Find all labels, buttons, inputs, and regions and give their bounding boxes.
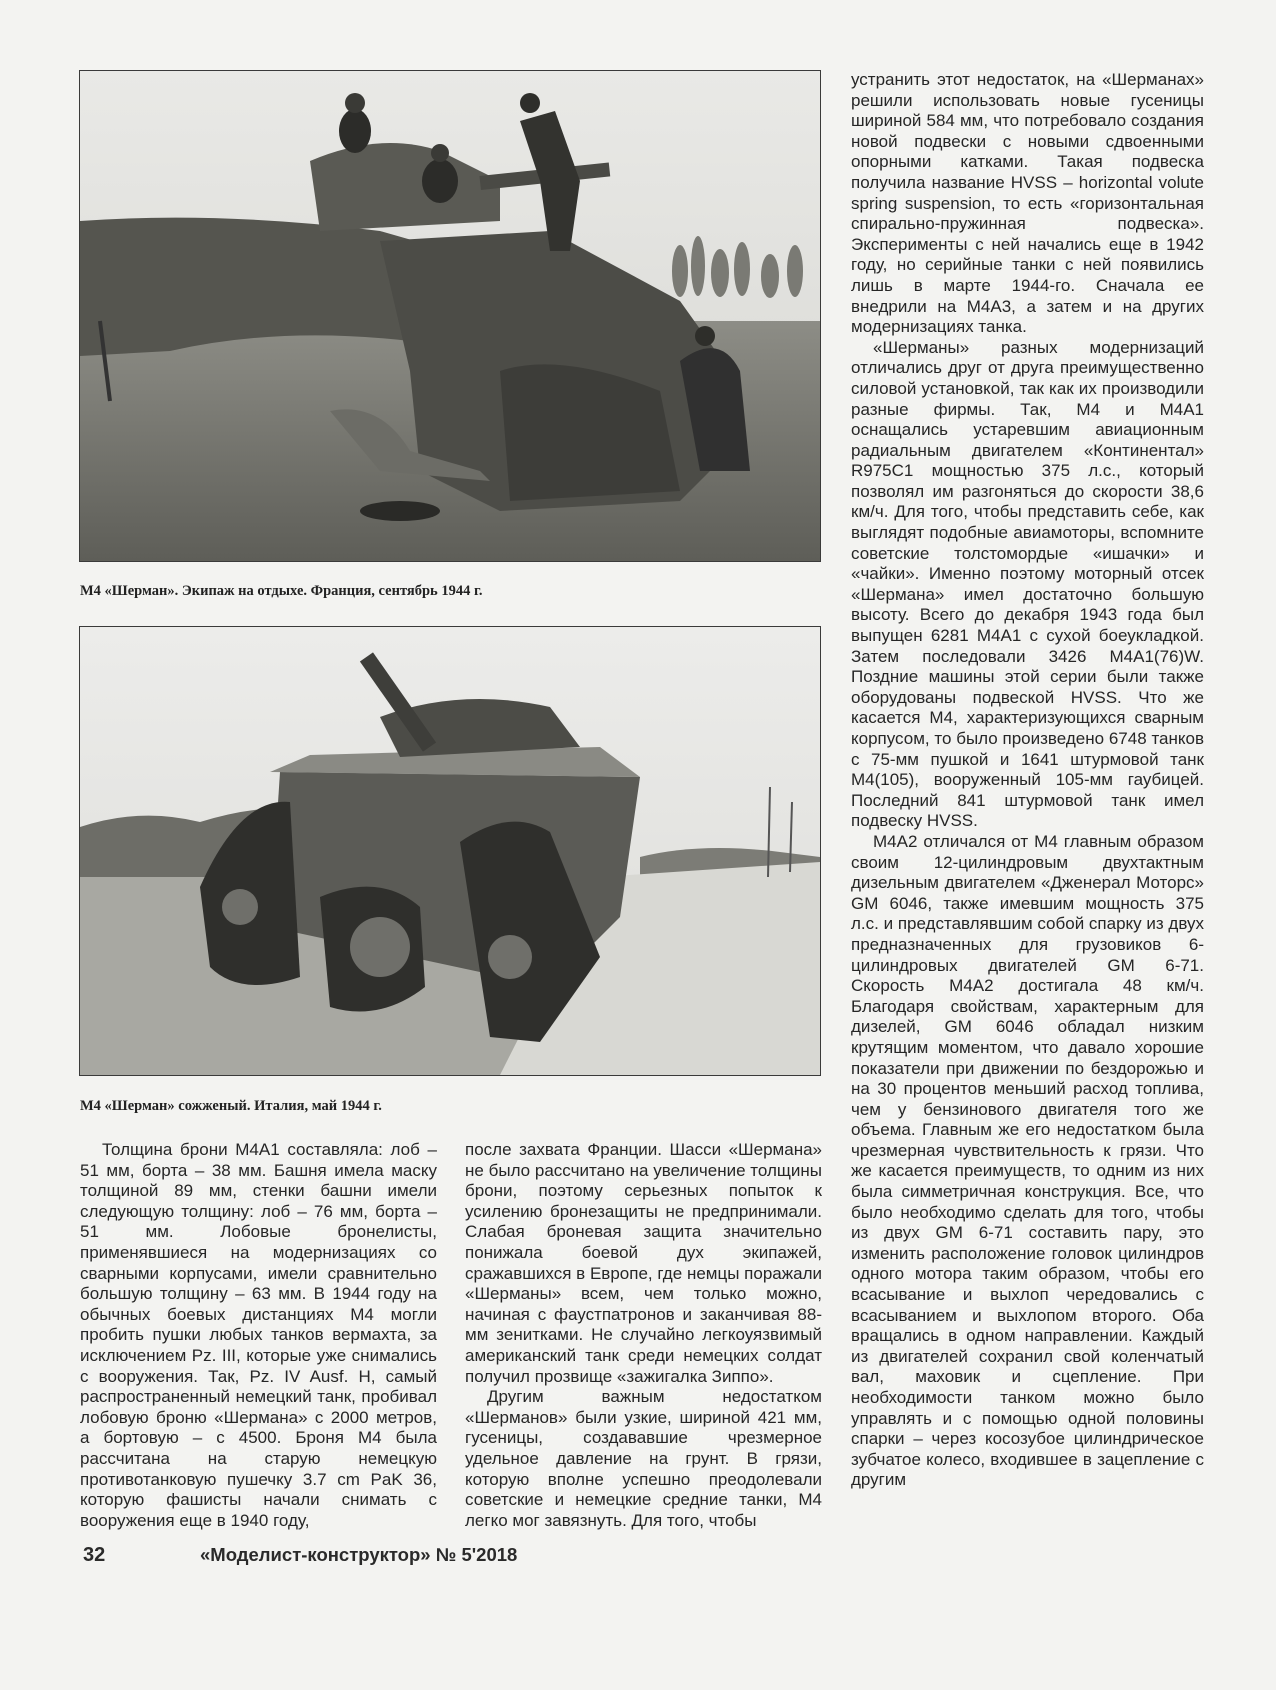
- paragraph: Толщина брони М4А1 составляла: лоб – 51 мм, борта – 38 мм. Башня имела маску толщиной 89 мм, стенки башни имели следующую толщину: лоб – 76 мм, борта – 51 мм. Лобовые бронелисты, применявшиеся на модернизациях со сварными корпусами, имели сравнительно большую толщину – 63 мм. В 1944 году на обычных боевых дистанциях М4 могли пробить пушки любых танков вермахта, за исключением Pz. III, которые уже снимались с вооружения. Так, Pz. IV Ausf. H, самый распространенный немецкий танк, пробивал лобовую броню «Шермана» с 2000 метров, а бортовую – с 4500. Броня М4 была рассчитана на старую немецкую противотанковую пушечку 3.7 cm PaK 36, которую фашисты начали снимать с вооружения еще в 1940 году,: [80, 1140, 437, 1530]
- photo-sherman-crew-resting: [79, 70, 821, 562]
- text-column-right: [851, 70, 1204, 1491]
- text-column-left: [80, 1140, 437, 1531]
- paragraph: устранить этот недостаток, на «Шерманах» решили использовать новые гусеницы шириной 584 мм, что потребовало создания новой подвески с новыми сдвоенными опорными катками. Такая подвеска получила название HVSS – horizontal volute spring suspension, то есть «горизонтальная спирально-пружинная подвеска». Эксперименты с ней начались еще в 1942 году, но серийные танки с ней появились лишь в марте 1944-го. Сначала ее внедрили на М4А3, а затем и на других модернизациях танка.: [851, 70, 1204, 337]
- photo-caption-2: М4 «Шерман» сожженый. Италия, май 1944 г.: [80, 1098, 382, 1114]
- magazine-title: «Моделист-конструктор» № 5'2018: [200, 1544, 518, 1565]
- page-number: 32: [83, 1544, 106, 1566]
- paragraph: после захвата Франции. Шасси «Шермана» не было рассчитано на увеличение толщины брони, поэтому серьезных попыток к усилению бронезащиты не предпринимали. Слабая броневая защита значительно понижала боевой дух экипажей, сражавшихся в Европе, где немцы поражали «Шерманы» всем, чем только можно, начиная с фаустпатронов и заканчивая 88-мм зенитками. Не случайно легкоуязвимый американский танк среди немецких солдат получил прозвище «зажигалка Зиппо».: [465, 1140, 822, 1386]
- paragraph: М4А2 отличался от М4 главным образом своим 12-цилиндровым двухтактным дизельным двигателем «Дженерал Моторс» GM 6046, также имевшим мощность 375 л.с. и представлявшим собой спарку из двух предназначенных для грузовиков 6-цилиндровых двигателей GM 6-71. Скорость М4А2 достигала 48 км/ч. Благодаря свойствам, характерным для дизелей, GM 6046 обладал низким крутящим моментом, что давало хорошие показатели при движении по бездорожью и на 30 процентов меньший расход топлива, чем у бензинового двигателя того же объема. Главным же его недостатком была чрезмерная чувствительность к грязи. Что же касается преимуществ, то одним из них была симметричная конструкция. Все, что было необходимо сделать для того, чтобы из двух GM 6-71 составить пару, это изменить расположение головок цилиндров одного мотора таким образом, чтобы его всасывание и выхлоп чередовались с всасыванием и выхлопом второго. Оба вращались в одном направлении. Каждый из двигателей сохранил свой коленчатый вал, маховик и сцепление. При необходимости танком можно было управлять и с помощью одной половины спарки – через косозубое цилиндрическое зубчатое колесо, входившее в зацепление с другим: [851, 831, 1204, 1490]
- paragraph: Другим важным недостатком «Шерманов» были узкие, шириной 421 мм, гусеницы, создававшие чрезмерное удельное давление на грунт. В грязи, которую вполне успешно преодолевали советские и немецкие средние танки, М4 легко мог завязнуть. Для того, чтобы: [465, 1387, 822, 1530]
- text-column-middle: [465, 1140, 822, 1531]
- paragraph: «Шерманы» разных модернизаций отличались друг от друга преимущественно силовой установкой, так как их производили разные фирмы. Так, М4 и М4А1 оснащались устаревшим авиационным радиальным двигателем «Континентал» R975C1 мощностью 375 л.с., который позволял им разгоняться до скорости 38,6 км/ч. Для того, чтобы представить себе, как выглядят подобные авиамоторы, вспомните советские толстомордые «ишачки» и «чайки». Именно поэтому моторный отсек «Шермана» имел достаточно большую высоту. Всего до декабря 1943 года был выпущен 6281 М4А1 с сухой боеукладкой. Затем последовали 3426 М4А1(76)W. Поздние машины этой серии были также оборудованы подвеской HVSS. Что же касается М4, характеризующихся сварным корпусом, то было произведено 6748 танков с 75-мм пушкой и 1641 штурмовой танк М4(105), вооруженный 105-мм гаубицей. Последний 841 штурмовой танк имел подвеску HVSS.: [851, 337, 1204, 831]
- photo-caption-1: М4 «Шерман». Экипаж на отдыхе. Франция, сентябрь 1944 г.: [80, 583, 483, 599]
- photo-sherman-burned: [79, 626, 821, 1076]
